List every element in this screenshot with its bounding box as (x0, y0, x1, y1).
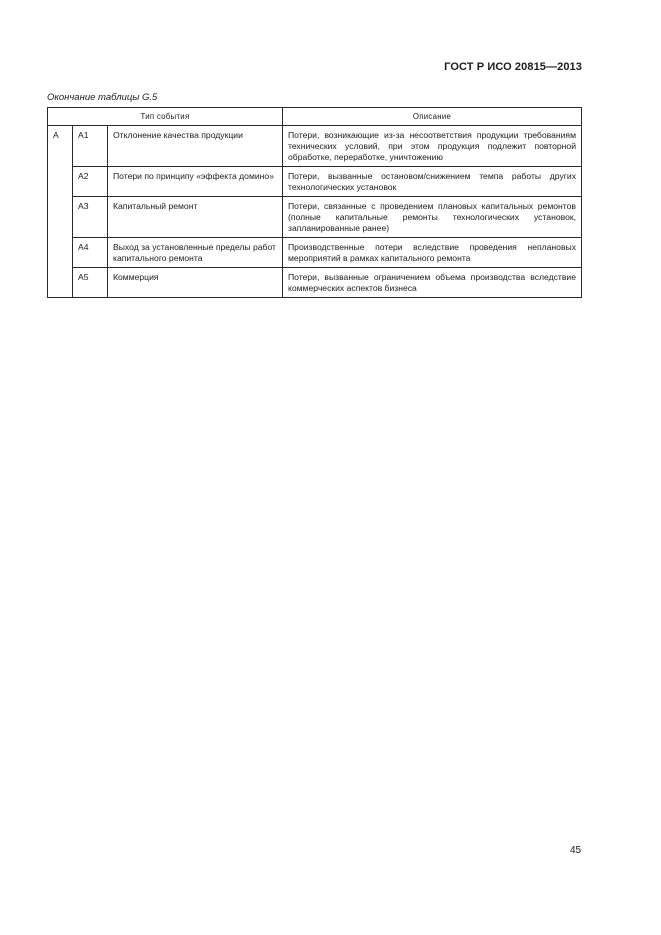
event-description: Потери, вызванные остановом/снижением темпа работы других технологических установок (283, 167, 582, 197)
event-code: A2 (73, 167, 108, 197)
event-description: Производственные потери вследствие проведения неплановых мероприятий в рамках капитального ремонта (283, 238, 582, 268)
table-row (48, 167, 582, 197)
table-row (48, 238, 582, 268)
event-type: Коммерция (108, 268, 283, 298)
event-type: Потери по принципу «эффекта домино» (108, 167, 283, 197)
event-code: A5 (73, 268, 108, 298)
event-code: A3 (73, 197, 108, 238)
event-type: Отклонение качества продукции (108, 126, 283, 167)
table-row (48, 197, 582, 238)
event-description: Потери, возникающие из-за несоответствия продукции требованиям технических условий, при этом продукция подлежит повторной обработке, переработке, уничтожению (283, 126, 582, 167)
column-header-event-type: Тип события (48, 108, 283, 126)
event-type: Выход за установленные пределы работ капитального ремонта (108, 238, 283, 268)
event-code: A4 (73, 238, 108, 268)
column-header-description: Описание (283, 108, 582, 126)
group-cell: A (48, 126, 73, 298)
document-header: ГОСТ Р ИСО 20815—2013 (444, 61, 582, 73)
event-description: Потери, связанные с проведением плановых капитальных ремонтов (полные капитальные ремонты технологических установок, запланированные ранее) (283, 197, 582, 238)
table-row (48, 268, 582, 298)
table-caption: Окончание таблицы G.5 (47, 92, 158, 103)
table-header-row (48, 108, 582, 126)
table-row (48, 126, 582, 167)
event-type: Капитальный ремонт (108, 197, 283, 238)
events-table (47, 107, 582, 298)
event-description: Потери, вызванные ограничением объема производства вследствие коммерческих аспектов бизнеса (283, 268, 582, 298)
event-code: A1 (73, 126, 108, 167)
page-number: 45 (570, 845, 582, 856)
